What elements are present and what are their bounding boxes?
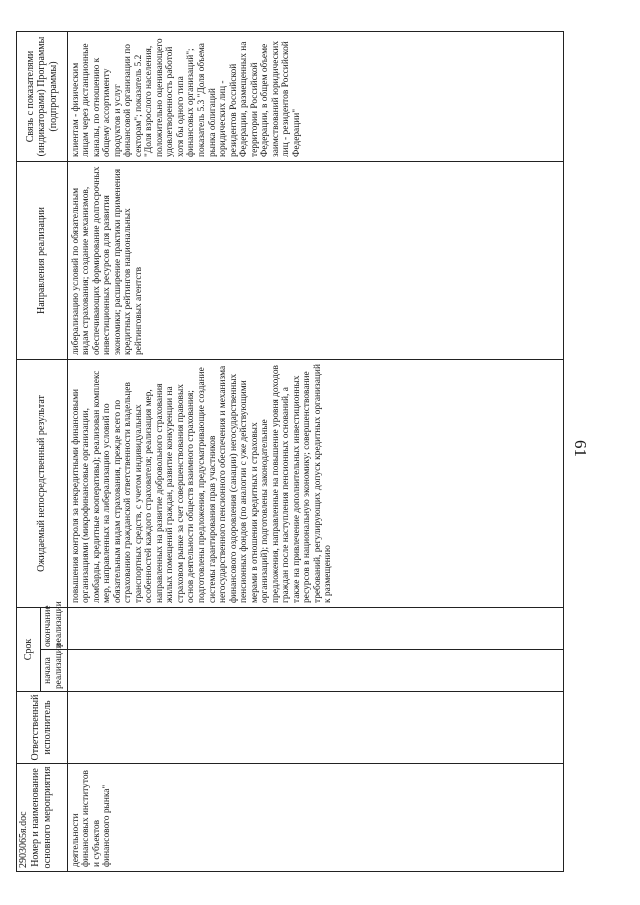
header-term: Срок — [17, 608, 41, 692]
cell-executor — [67, 692, 563, 764]
cell-term-start — [67, 650, 563, 692]
cell-directions: либерализацию условий по обязательным видам страхования; создание механизмов, обеспечивающих формирование долгосрочных инвестиционных ресурсов для развития экономики; расширение практики применения кредитных рейтингов национальных рейтинговых агентств — [67, 162, 563, 360]
header-indicators-link: Связь с показателями (индикаторами) Программы (подпрограммы) — [17, 32, 68, 162]
header-term-start: начала реализации — [41, 650, 68, 692]
cell-expected-result: повышения контроля за некредитными финансовыми организациями (микрофинансовые организации, ломбарды, кредитные кооперативы); реализован комплекс мер, направленных на либерализацию условий по обязательным видам страхования, прежде всего по страхованию гражданской ответственности владельцев транспортных средств, с учетом индивидуальных особенностей каждого страхователя; реализация мер, направленных на развитие добровольного страхования жилых помещений граждан, развитие конкуренции на страховом рынке за счет совершенствования правовых основ деятельности обществ взаимного страхования; подготовлены предложения, предусматривающие создание системы гарантирования прав участников негосударственного пенсионного обеспечения и механизма финансового оздоровления (санации) негосударственных пенсионных фондов (по аналогии с уже действующими мерами в отношении кредитных и страховых организаций); подготовлены законодательные предложения, направленные на повышение уровня доходов граждан после наступления пенсионных оснований, а также на привлечение дополнительных инвестиционных ресурсов в национальную экономику; совершенствование требований, регулирующих допуск кредитных организаций к размещению — [67, 360, 563, 608]
cell-term-end — [67, 608, 563, 650]
file-id: 2903065я.doc — [18, 811, 29, 868]
table-row — [67, 32, 563, 872]
measures-table — [16, 31, 564, 872]
cell-measure: деятельности финансовых институтов и субъектов финансового рынка" — [67, 764, 563, 872]
header-executor: Ответственный исполнитель — [17, 692, 68, 764]
header-directions: Направления реализации — [17, 162, 68, 360]
page-number: 61 — [571, 440, 590, 457]
measures-table-wrapper — [16, 32, 564, 872]
header-term-end: окончание реализации — [41, 608, 68, 650]
header-expected-result: Ожидаемый непосредственный результат — [17, 360, 68, 608]
header-measure: Номер и наименование основного мероприятия — [17, 764, 68, 872]
cell-indicators-link: клиентам - физическим лицам через дистанционные каналы, по отношению к общему ассортименту продуктов и услуг финансовой организации по секторам"; показатель 5.2 "Доля взрослого населения, положительно оценивающего удовлетворенность работой хотя бы одного типа финансовых организаций"; показатель 5.3 "Доля объема рынка облигаций юридических лиц - резидентов Российской Федерации, размещенных на территории Российской Федерации, в общем объеме заимствований юридических лиц - резидентов Российской Федерации" — [67, 32, 563, 162]
